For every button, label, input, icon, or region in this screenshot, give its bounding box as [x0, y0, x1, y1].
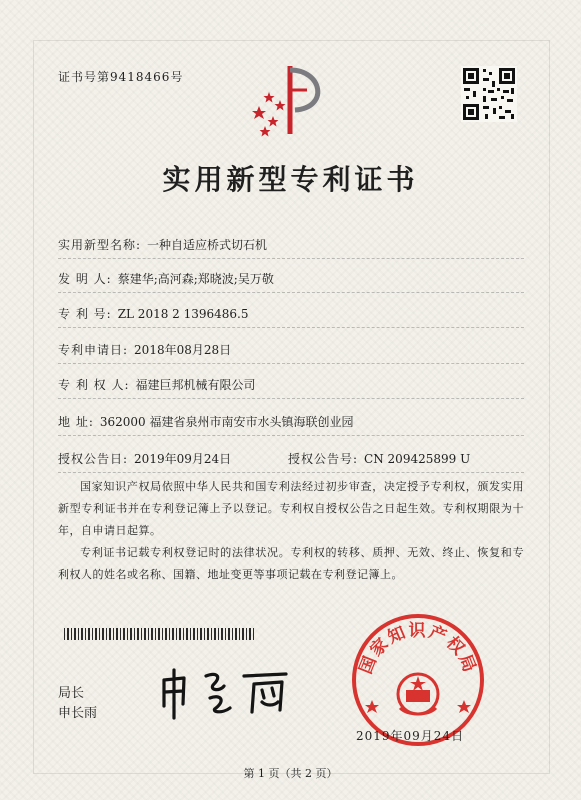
name-label: 实用新型名称: — [58, 238, 142, 252]
address-label: 地 址: — [58, 415, 94, 429]
inventor-value: 蔡建华;高河森;郑晓波;吴万敬 — [117, 272, 274, 286]
divider — [58, 363, 524, 364]
barcode-icon — [64, 628, 256, 640]
page-indicator: 第 1 页（共 2 页） — [243, 767, 338, 780]
certificate-title: 实用新型专利证书 — [162, 163, 419, 196]
field-grant-number — [288, 450, 470, 467]
field-patent-number — [58, 305, 249, 322]
divider — [58, 327, 524, 328]
grant-date-label: 授权公告日: — [58, 452, 129, 466]
field-grant-date — [58, 450, 231, 467]
filing-date-value: 2018年08月28日 — [134, 343, 232, 357]
field-inventor — [58, 270, 274, 287]
grant-statement-paragraph: 国家知识产权局依照中华人民共和国专利法经过初步审查，决定授予专利权，颁发实用新型专利证书并在专利登记簿上予以登记。专利权自授权公告之日起生效。专利权期限为十年，自申请日起算。 — [58, 480, 524, 537]
divider — [58, 258, 524, 259]
grant-number-value: CN 209425899 U — [364, 452, 471, 466]
qr-code-icon — [461, 66, 517, 122]
name-value: 一种自适应桥式切石机 — [147, 238, 268, 252]
divider — [58, 398, 524, 399]
divider — [58, 435, 524, 436]
divider — [58, 292, 524, 293]
cnipa-logo-icon — [245, 60, 335, 140]
certificate-number: 证书号第9418466号 — [58, 70, 184, 84]
patentee-value: 福建巨邦机械有限公司 — [135, 378, 256, 392]
field-filing-date — [58, 341, 231, 358]
patent-number-label: 专 利 号: — [58, 307, 112, 321]
field-utility-model-name — [58, 236, 267, 253]
field-address — [58, 413, 353, 430]
divider — [58, 472, 524, 473]
handwritten-signature — [150, 662, 300, 722]
grant-date-value: 2019年09月24日 — [134, 452, 232, 466]
signatory-name: 申长雨 — [58, 706, 98, 721]
field-patentee — [58, 376, 256, 393]
address-value: 362000 福建省泉州市南安市水头镇海联创业园 — [99, 415, 354, 429]
patent-number-value: ZL 2018 2 1396486.5 — [117, 307, 249, 321]
grant-number-label: 授权公告号: — [288, 452, 359, 466]
legal-status-paragraph: 专利证书记载专利权登记时的法律状况。专利权的转移、质押、无效、终止、恢复和专利权人的姓名或名称、国籍、地址变更等事项记载在专利登记簿上。 — [58, 546, 524, 581]
seal-date: 2019年09月24日 — [356, 729, 465, 743]
signatory-title: 局长 — [58, 686, 85, 701]
filing-date-label: 专利申请日: — [58, 343, 129, 357]
inventor-label: 发 明 人: — [58, 272, 112, 286]
svg-text:国家知识产权局: 国家知识产权局 — [355, 621, 481, 677]
patentee-label: 专 利 权 人: — [58, 378, 130, 392]
